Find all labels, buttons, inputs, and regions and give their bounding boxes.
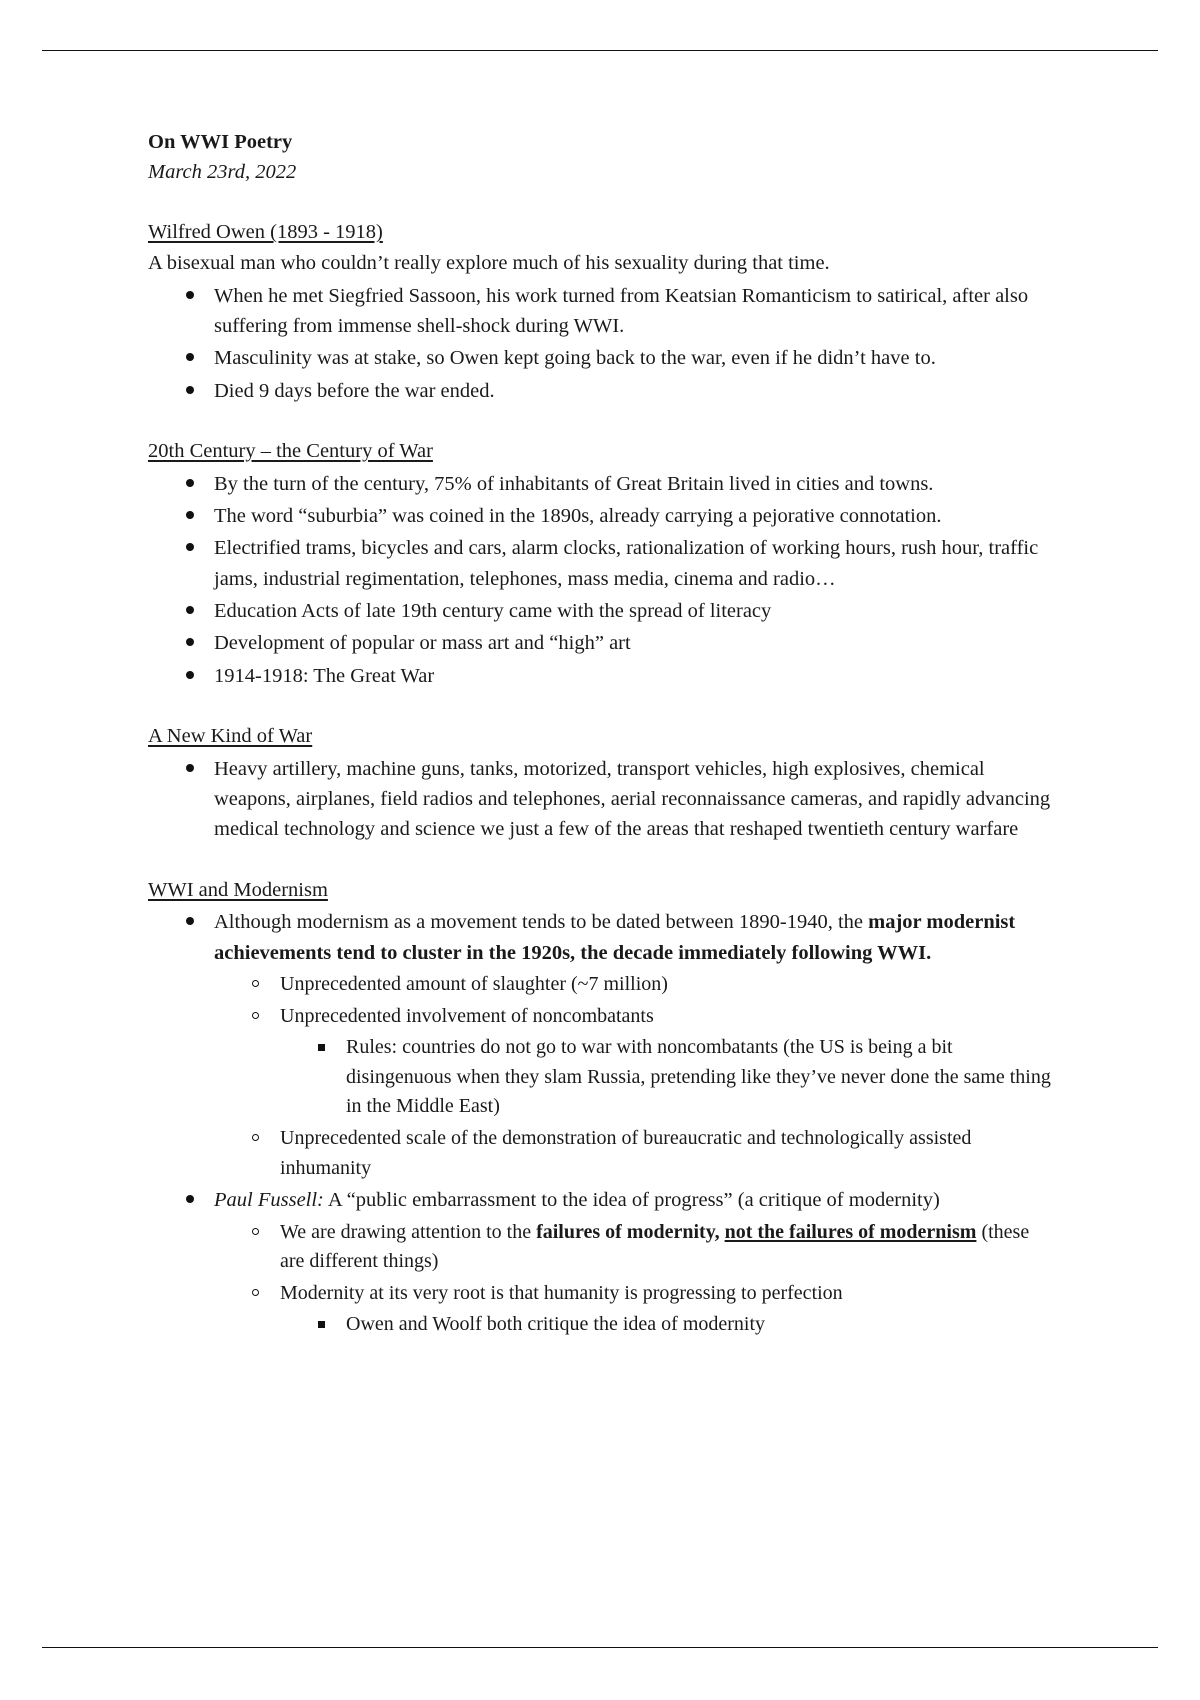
sub-sub-bullet-list bbox=[280, 1033, 1052, 1122]
list-item-text: Masculinity was at stake, so Owen kept going back to the war, even if he didn’t have to. bbox=[214, 347, 936, 370]
bullet-dot-icon bbox=[186, 386, 194, 394]
bullet-circle-icon bbox=[252, 1134, 259, 1141]
sub-bullet-list bbox=[214, 970, 1052, 1183]
list-item-text: Unprecedented amount of slaughter (~7 million) bbox=[280, 973, 668, 996]
bullet-circle-icon bbox=[252, 1289, 259, 1296]
list-item bbox=[214, 1124, 1052, 1183]
list-item-text: Unprecedented involvement of noncombatants bbox=[280, 1004, 654, 1027]
list-item-text: Development of popular or mass art and “high” art bbox=[214, 632, 631, 655]
list-item-citation: Paul Fussell: bbox=[214, 1189, 324, 1212]
list-item-text: Owen and Woolf both critique the idea of modernity bbox=[346, 1313, 766, 1336]
list-item bbox=[148, 907, 1052, 1183]
bullet-dot-icon bbox=[186, 479, 194, 487]
bullet-dot-icon bbox=[186, 543, 194, 551]
list-item bbox=[148, 533, 1052, 594]
list-item-text: Died 9 days before the war ended. bbox=[214, 379, 495, 402]
bullet-circle-icon bbox=[252, 980, 259, 987]
section-heading: Wilfred Owen (1893 - 1918) bbox=[148, 221, 383, 244]
section-20th-century bbox=[148, 436, 1052, 691]
list-item bbox=[148, 754, 1052, 845]
document-date: March 23rd, 2022 bbox=[148, 160, 297, 183]
section-heading: WWI and Modernism bbox=[148, 878, 328, 901]
list-item bbox=[148, 661, 1052, 691]
list-item-emphasis: failures of modernity, bbox=[536, 1220, 725, 1243]
footer-rule bbox=[42, 1647, 1158, 1648]
bullet-dot-icon bbox=[186, 671, 194, 679]
list-item-text: 1914-1918: The Great War bbox=[214, 664, 435, 687]
bullet-dot-icon bbox=[186, 764, 194, 772]
page-title: On WWI Poetry bbox=[148, 131, 293, 153]
bullet-dot-icon bbox=[186, 353, 194, 361]
list-item-emphasis-underline: not the failures of modernism bbox=[724, 1220, 977, 1243]
list-item-text: Unprecedented scale of the demonstration of bureaucratic and technologically assisted inhumanity bbox=[280, 1126, 972, 1179]
list-item bbox=[148, 469, 1052, 499]
list-item-text: Although modernism as a movement tends to be dated between 1890-1940, the bbox=[214, 911, 869, 934]
bullet-circle-icon bbox=[252, 1228, 259, 1235]
bullet-list bbox=[148, 281, 1052, 406]
list-item bbox=[280, 1033, 1052, 1122]
section-wwi-and-modernism bbox=[148, 875, 1052, 1340]
list-item-text: Modernity at its very root is that humanity is progressing to perfection bbox=[280, 1281, 843, 1304]
bullet-dot-icon bbox=[186, 291, 194, 299]
section-wilfred-owen bbox=[148, 217, 1052, 405]
list-item-text: We are drawing attention to the bbox=[280, 1220, 537, 1243]
list-item bbox=[214, 970, 1052, 1000]
list-item-text: Education Acts of late 19th century came with the spread of literacy bbox=[214, 599, 772, 622]
bullet-dot-icon bbox=[186, 638, 194, 646]
list-item bbox=[148, 376, 1052, 406]
list-item bbox=[214, 1002, 1052, 1122]
sub-bullet-list bbox=[214, 1218, 1052, 1340]
section-heading: 20th Century – the Century of War bbox=[148, 439, 433, 462]
list-item bbox=[148, 343, 1052, 373]
bullet-dot-icon bbox=[186, 1195, 194, 1203]
list-item bbox=[148, 628, 1052, 658]
list-item-text: Rules: countries do not go to war with noncombatants (the US is being a bit disingenuous when they slam Russia, pretending like they’ve never done the same thing in the Middle East) bbox=[346, 1036, 1051, 1118]
list-item bbox=[280, 1310, 1052, 1340]
list-item-emphasis: major modernist achievements tend to cluster in the 1920s, the decade immediately following WWI. bbox=[214, 911, 1016, 964]
list-item bbox=[148, 596, 1052, 626]
list-item bbox=[148, 1185, 1052, 1340]
bullet-dot-icon bbox=[186, 917, 194, 925]
list-item bbox=[214, 1218, 1052, 1277]
bullet-circle-icon bbox=[252, 1012, 259, 1019]
bullet-list bbox=[148, 754, 1052, 845]
bullet-dot-icon bbox=[186, 511, 194, 519]
section-intro: A bisexual man who couldn’t really explore much of his sexuality during that time. bbox=[148, 252, 830, 275]
section-heading: A New Kind of War bbox=[148, 724, 313, 747]
list-item-text: When he met Siegfried Sassoon, his work turned from Keatsian Romanticism to satirical, after also suffering from immense shell-shock during WWI. bbox=[214, 284, 1029, 337]
list-item bbox=[148, 501, 1052, 531]
sub-sub-bullet-list bbox=[280, 1310, 1052, 1340]
document-body bbox=[148, 128, 1052, 1340]
bullet-square-icon bbox=[318, 1044, 325, 1051]
bullet-list bbox=[148, 907, 1052, 1340]
list-item bbox=[148, 281, 1052, 342]
list-item-text: By the turn of the century, 75% of inhabitants of Great Britain lived in cities and towns. bbox=[214, 472, 934, 495]
list-item-text: Heavy artillery, machine guns, tanks, motorized, transport vehicles, high explosives, chemical weapons, airplanes, field radios and telephones, aerial reconnaissance cameras, and rapidly advancing medical technology and science we just a few of the areas that reshaped twentieth century warfare bbox=[214, 757, 1051, 841]
list-item-text: A “public embarrassment to the idea of progress” (a critique of modernity) bbox=[323, 1189, 940, 1212]
header-rule bbox=[42, 50, 1158, 51]
bullet-square-icon bbox=[318, 1321, 325, 1328]
section-new-kind-of-war bbox=[148, 721, 1052, 845]
bullet-dot-icon bbox=[186, 606, 194, 614]
list-item-text: The word “suburbia” was coined in the 1890s, already carrying a pejorative connotation. bbox=[214, 504, 942, 527]
bullet-list bbox=[148, 469, 1052, 691]
list-item bbox=[214, 1279, 1052, 1340]
list-item-text: Electrified trams, bicycles and cars, alarm clocks, rationalization of working hours, rush hour, traffic jams, industrial regimentation, telephones, mass media, cinema and radio… bbox=[214, 537, 1039, 590]
list-item-text-tail: (these are different things) bbox=[280, 1220, 1030, 1273]
